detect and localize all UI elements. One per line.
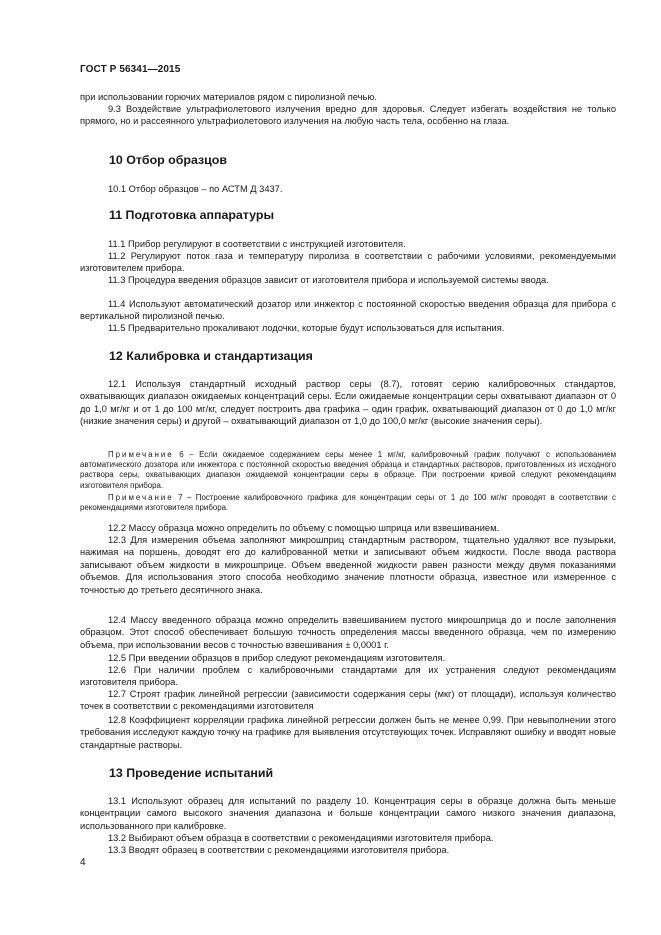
- paragraph-11-1: 11.1 Прибор регулируют в соответствии с инструкцией изготовителя.: [108, 239, 406, 249]
- note-6-label: Примечание: [108, 450, 174, 459]
- document-id: ГОСТ Р 56341—2015: [80, 64, 181, 75]
- paragraph-13-1: 13.1 Используют образец для испытаний по разделу 10. Концентрация серы в образце должна быть меньше концентрации самого высокого значения диапазона и больше концентрации самого низкого значения диапазона, использованного при калибровке.: [80, 796, 616, 831]
- paragraph-11-2: 11.2 Регулируют поток газа и температуру пиролиза в соответствии с рабочими условиями, рекомендуемыми изготовителем прибора.: [80, 251, 616, 274]
- paragraph-12-6: 12.6 При наличии проблем с калибровочными стандартами для их устранения следуют рекомендациям изготовителя прибора.: [80, 665, 616, 688]
- paragraph-12-1: 12.1 Используя стандартный исходный раствор серы (8.7), готовят серию калибровочных стандартов, охватывающих диапазон ожидаемых концентраций серы. Если ожидаемые концентрации серы охватывают диапазон от 0 до 1,0 мг/кг и от 1 до 100 мг/кг, следует построить два графика – один график, охватывающий диапазон от 0 до 1,0 мг/кг (низкие значения серы) и другой – охватывающий диапазон от 1,0 до 100,0 мг/кг (высокие значения серы).: [80, 379, 616, 427]
- paragraph-9-3: 9.3 Воздействие ультрафиолетового излучения вредно для здоровья. Следует избегать воздействия не только прямого, но и рассеянного ультрафиолетового излучения на любую часть тела, особенно на глаза.: [80, 104, 616, 127]
- note-6-text: 6 – Если ожидаемое содержанием серы менее 1 мг/кг, калибровочный график получают с использованием автоматического дозатора или инжектора с постоянной скоростью введения образца и стандартных растворов, приготовленных из исходного раствора серы, охватывающих диапазон ожидаемой концентрации серы в образце. При построении кривой следуют рекомендациям изготовителя прибора.: [80, 450, 616, 490]
- paragraph-12-5: 12.5 При введении образцов в прибор следуют рекомендациям изготовителя.: [108, 653, 446, 663]
- note-7-label: Примечание: [108, 493, 174, 502]
- paragraph-10-1: 10.1 Отбор образцов – по АСТМ Д 3437.: [108, 184, 283, 194]
- paragraph-11-5: 11.5 Предварительно прокаливают лодочки, которые будут использоваться для испытания.: [108, 323, 505, 333]
- paragraph-11-3: 11.3 Процедура введения образцов зависит от изготовителя прибора и используемой системы ввода.: [108, 275, 549, 285]
- paragraph-13-3: 13.3 Вводят образец в соответствии с рекомендациями изготовителя прибора.: [108, 845, 450, 855]
- note-6: [80, 450, 616, 491]
- paragraph-12-2: 12.2 Массу образца можно определить по объему с помощью шприца или взвешиванием.: [108, 523, 500, 533]
- section-12-heading: 12 Калибровка и стандартизация: [109, 349, 313, 363]
- section-11-heading: 11 Подготовка аппаратуры: [109, 208, 275, 222]
- section-10-heading: 10 Отбор образцов: [109, 153, 227, 167]
- paragraph-12-3: 12.3 Для измерения объема заполняют микрошприц стандартным раствором, тщательно удаляют все пузырьки, нажимая на поршень, доводят его до калиброванной метки и записывают объем жидкости. После ввода раствора записывают объем жидкости в микрошприце. Объем введенной жидкости равен разности между двумя показаниями объемов. Для использования этого способа необходимо значение плотности образца, известное или измеренное с точностью до третьего десятичного знака.: [80, 535, 616, 595]
- section-13-heading: 13 Проведение испытаний: [109, 766, 274, 780]
- paragraph-12-8: 12.8 Коэффициент корреляции графика линейной регрессии должен быть не менее 0,99. При невыполнении этого требования исследуют каждую точку на графике для выявления отсутствующих точек. Исправляют ошибку и вводят новые стандартные растворы.: [80, 715, 616, 750]
- paragraph-11-4: 11.4 Используют автоматический дозатор или инжектор с постоянной скоростью введения образца для прибора с вертикальной пиролизной печью.: [80, 299, 616, 322]
- paragraph-13-2: 13.2 Выбирают объем образца в соответствии с рекомендациями изготовителя прибора.: [108, 833, 494, 843]
- paragraph-12-4: 12.4 Массу введенного образца можно определить взвешиванием пустого микрошприца до и после заполнения образцом. Этот способ обеспечивает большую точность определения массы введенного образца, чем по измерению объема, при использовании весов с точностью взвешивания ± 0,0001 г.: [80, 615, 616, 650]
- note-7: [80, 493, 616, 513]
- note-7-text: 7 – Построение калибровочного графика для концентрации серы от 1 до 100 мг/кг проводят в соответствии с рекомендациями изготовителя прибора.: [80, 493, 616, 513]
- paragraph-12-7: 12.7 Строят график линейной регрессии (зависимости содержания серы (мкг) от площади), используя количество точек в соответствии с рекомендациями изготовителя: [80, 689, 616, 712]
- page-number: 4: [80, 857, 86, 868]
- paragraph-9-2-continued: при использовании горючих материалов рядом с пиролизной печью.: [80, 92, 377, 102]
